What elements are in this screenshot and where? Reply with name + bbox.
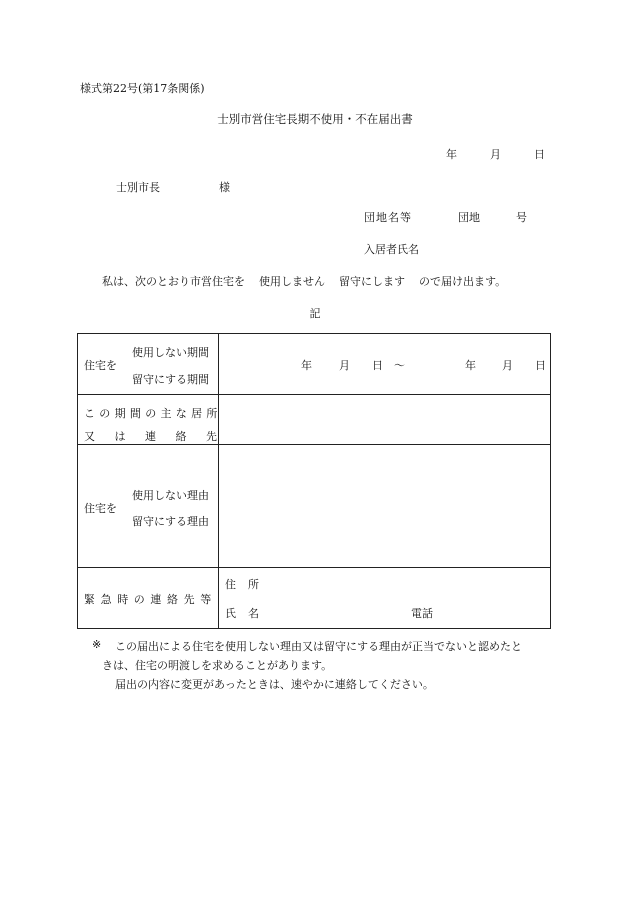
addressee-name: 士別市長 [116, 181, 160, 194]
table-border-right [550, 333, 551, 628]
table-column-divider [218, 333, 219, 628]
ki-heading: 記 [309, 307, 321, 320]
note2: 届出の内容に変更があったときは、速やかに連絡してください。 [115, 678, 434, 691]
emergency-phone-label: 電話 [411, 607, 433, 620]
submission-date [446, 146, 545, 162]
complex-name-label: 団地名等 [364, 211, 412, 224]
reason-option-absent: 留守にする理由 [132, 515, 209, 528]
table-border-top [77, 333, 551, 334]
period-to-day: 日 [535, 359, 546, 372]
room-number-label: 号 [516, 211, 527, 224]
note-mark: ※ [92, 638, 102, 651]
emergency-contact-label: 緊急時の連絡先等 [84, 593, 217, 606]
period-from-month: 月 [339, 359, 350, 372]
tenant-name-label: 入居者氏名 [364, 243, 419, 256]
table-border-bottom [77, 628, 551, 629]
period-option-not-use: 使用しない期間 [132, 346, 209, 359]
document-title: 士別市営住宅長期不使用・不在届出書 [217, 112, 413, 126]
statement-prefix: 私は、次のとおり市営住宅を [102, 275, 245, 288]
emergency-address-label: 住所 [225, 578, 271, 591]
statement-option-absent: 留守にします [339, 275, 405, 288]
date-month-label: 月 [490, 148, 501, 161]
statement-suffix: ので届け出ます。 [419, 275, 507, 288]
period-to-month: 月 [502, 359, 513, 372]
residence-label-line2: 又は連絡先 [84, 430, 237, 443]
residence-label-line1: この期間の主な居所 [84, 407, 222, 420]
statement-option-not-use: 使用しません [259, 275, 325, 288]
reason-label-main: 住宅を [84, 502, 117, 515]
table-border-left [77, 333, 78, 628]
period-from-year: 年 [301, 359, 312, 372]
complex-unit-label: 団地 [458, 211, 480, 224]
period-option-absent: 留守にする期間 [132, 373, 209, 386]
table-row-divider [77, 567, 551, 568]
date-year-label: 年 [446, 148, 457, 161]
period-to-year: 年 [465, 359, 476, 372]
note1-line2: きは、住宅の明渡しを求めることがあります。 [102, 659, 333, 672]
declaration-statement [102, 273, 506, 289]
note1-line1: この届出による住宅を使用しない理由又は留守にする理由が正当でないと認めたと [115, 640, 522, 653]
form-number: 様式第22号(第17条関係) [80, 82, 205, 95]
emergency-name-label: 氏名 [225, 607, 271, 620]
date-day-label: 日 [534, 148, 545, 161]
table-row-divider [77, 444, 551, 445]
addressee-honorific: 様 [219, 181, 230, 194]
period-tilde: ～ [394, 359, 405, 372]
table-row-divider [77, 394, 551, 395]
period-label-main: 住宅を [84, 359, 117, 372]
reason-option-not-use: 使用しない理由 [132, 489, 209, 502]
period-from-day: 日 [372, 359, 383, 372]
